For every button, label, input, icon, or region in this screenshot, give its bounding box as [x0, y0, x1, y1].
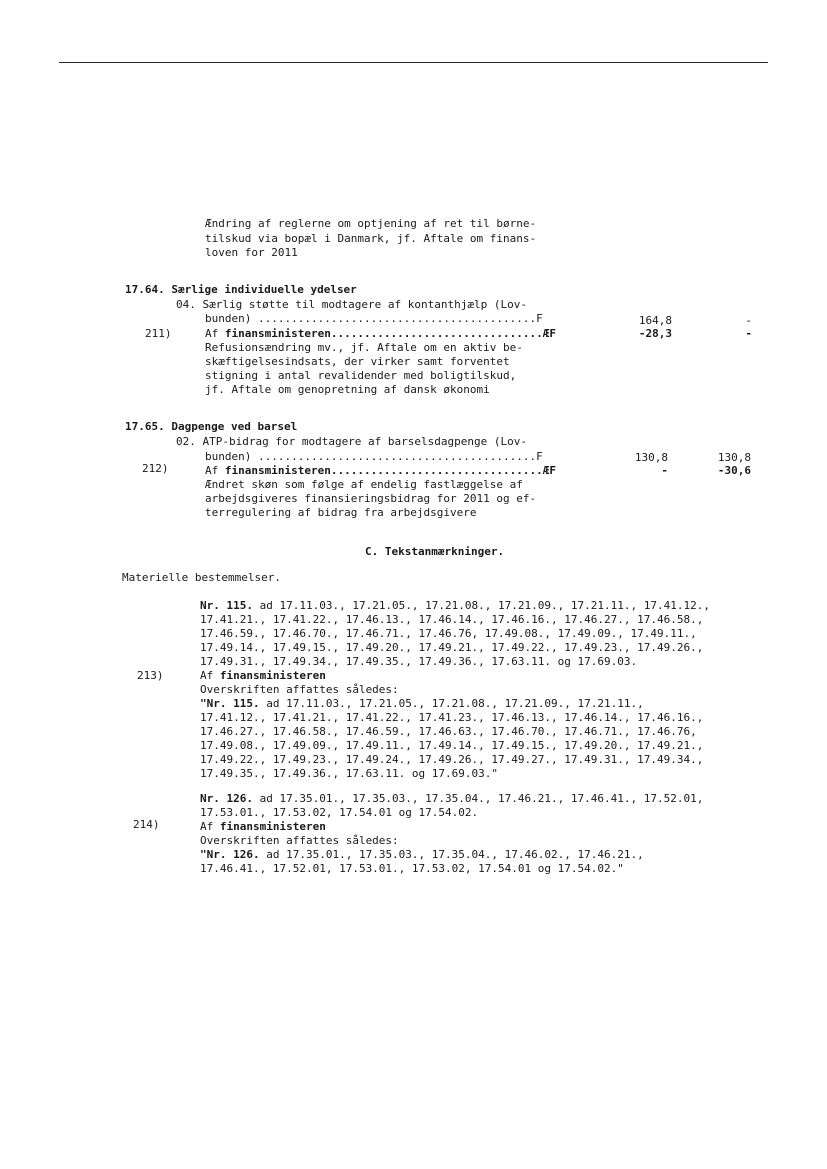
note-heading-label: Overskriften affattes således: [200, 683, 399, 696]
value-cell: 130,8 [634, 451, 668, 464]
explanation-line: arbejdsgiveres finansieringsbidrag for 2011 og ef- [205, 492, 537, 505]
note-quote-line [200, 848, 644, 862]
amendment-line [205, 327, 556, 341]
explanation-line: terregulering af bidrag fra arbejdsgivere [205, 506, 477, 519]
note-quote-number: "Nr. 115. [200, 697, 260, 710]
note-by-author: finansministeren [219, 820, 326, 833]
note-head-line [200, 792, 703, 806]
item-line: bunden) ..........................................F [205, 450, 543, 463]
note-ref: 213) [137, 669, 164, 682]
item-line: bunden) ..........................................F [205, 312, 543, 325]
note-by-prefix: Af [200, 820, 220, 833]
note-ref: 214) [133, 818, 160, 831]
note-by-author: finansministeren [219, 669, 326, 682]
note-head-line: 17.49.14., 17.49.15., 17.49.20., 17.49.21., 17.49.22., 17.49.23., 17.49.26., [200, 641, 704, 654]
note-heading-label: Overskriften affattes således: [200, 834, 399, 847]
explanation-line: stigning i antal revalidender med boligtilskud, [205, 369, 517, 382]
note-quote-line: 17.49.08., 17.49.09., 17.49.11., 17.49.14., 17.49.15., 17.49.20., 17.49.21., [200, 739, 704, 752]
intro-line: tilskud via bopæl i Danmark, jf. Aftale om finans- [205, 232, 537, 245]
note-quote-line [200, 697, 644, 711]
value-cell: -28,3 [638, 327, 672, 340]
item-line: 02. ATP-bidrag for modtagere af barselsdagpenge (Lov- [176, 435, 527, 448]
materielle-heading: Materielle bestemmelser. [122, 571, 281, 584]
note-quote-text: ad 17.11.03., 17.21.05., 17.21.08., 17.21.09., 17.21.11., [259, 697, 644, 710]
amendment-ref: 212) [142, 462, 169, 475]
explanation-line: jf. Aftale om genopretning af dansk økonomi [205, 383, 490, 396]
value-cell: - [661, 464, 668, 477]
header-rule [59, 62, 768, 63]
section-heading [125, 420, 297, 434]
note-quote-line: 17.49.22., 17.49.23., 17.49.24., 17.49.26., 17.49.27., 17.49.31., 17.49.34., [200, 753, 704, 766]
value-cell: - [745, 314, 752, 327]
amendment-dots: ................................ÆF [330, 464, 557, 477]
note-head-line: 17.53.01., 17.53.02, 17.54.01 og 17.54.02. [200, 806, 479, 819]
amendment-author: finansministeren [224, 464, 331, 477]
note-by-line [200, 820, 326, 834]
note-quote-line: 17.49.35., 17.49.36., 17.63.11. og 17.69.03." [200, 767, 499, 780]
item-line: 04. Særlig støtte til modtagere af kontanthjælp (Lov- [176, 298, 527, 311]
note-head-line [200, 599, 710, 613]
note-number: Nr. 115. [200, 599, 253, 612]
value-cell: - [745, 327, 752, 340]
note-head-line: 17.46.59., 17.46.70., 17.46.71., 17.46.76, 17.49.08., 17.49.09., 17.49.11., [200, 627, 697, 640]
amendment-author: finansministeren [224, 327, 331, 340]
value-cell: -30,6 [717, 464, 751, 477]
explanation-line: skæftigelsesindsats, der virker samt forventet [205, 355, 510, 368]
value-cell: 130,8 [717, 451, 751, 464]
section-c-title: C. Tekstanmærkninger. [365, 545, 505, 558]
note-head-text: ad 17.11.03., 17.21.05., 17.21.08., 17.21.09., 17.21.11., 17.41.12., [252, 599, 710, 612]
explanation-line: Refusionsændring mv., jf. Aftale om en aktiv be- [205, 341, 523, 354]
note-head-text: ad 17.35.01., 17.35.03., 17.35.04., 17.46.21., 17.46.41., 17.52.01, [252, 792, 704, 805]
section-heading [125, 283, 357, 297]
amendment-line [205, 464, 556, 478]
section-title: Særlige individuelle ydelser [171, 283, 357, 296]
note-quote-line: 17.46.41., 17.52.01, 17.53.01., 17.53.02, 17.54.01 og 17.54.02." [200, 862, 624, 875]
note-head-line: 17.41.21., 17.41.22., 17.46.13., 17.46.14., 17.46.16., 17.46.27., 17.46.58., [200, 613, 704, 626]
note-quote-line: 17.41.12., 17.41.21., 17.41.22., 17.41.23., 17.46.13., 17.46.14., 17.46.16., [200, 711, 704, 724]
section-title: Dagpenge ved barsel [171, 420, 298, 433]
intro-line: Ændring af reglerne om optjening af ret til børne- [205, 217, 537, 230]
note-quote-text: ad 17.35.01., 17.35.03., 17.35.04., 17.46.02., 17.46.21., [259, 848, 644, 861]
note-head-line: 17.49.31., 17.49.34., 17.49.35., 17.49.36., 17.63.11. og 17.69.03. [200, 655, 638, 668]
amendment-prefix: Af [205, 327, 225, 340]
note-by-line [200, 669, 326, 683]
amendment-ref: 211) [145, 327, 172, 340]
intro-line: loven for 2011 [205, 246, 298, 259]
explanation-line: Ændret skøn som følge af endelig fastlæggelse af [205, 478, 523, 491]
note-quote-number: "Nr. 126. [200, 848, 260, 861]
note-number: Nr. 126. [200, 792, 253, 805]
section-number: 17.65. [125, 420, 165, 433]
amendment-prefix: Af [205, 464, 225, 477]
amendment-dots: ................................ÆF [330, 327, 557, 340]
note-by-prefix: Af [200, 669, 220, 682]
value-cell: 164,8 [638, 314, 672, 327]
note-quote-line: 17.46.27., 17.46.58., 17.46.59., 17.46.63., 17.46.70., 17.46.71., 17.46.76, [200, 725, 697, 738]
section-number: 17.64. [125, 283, 165, 296]
